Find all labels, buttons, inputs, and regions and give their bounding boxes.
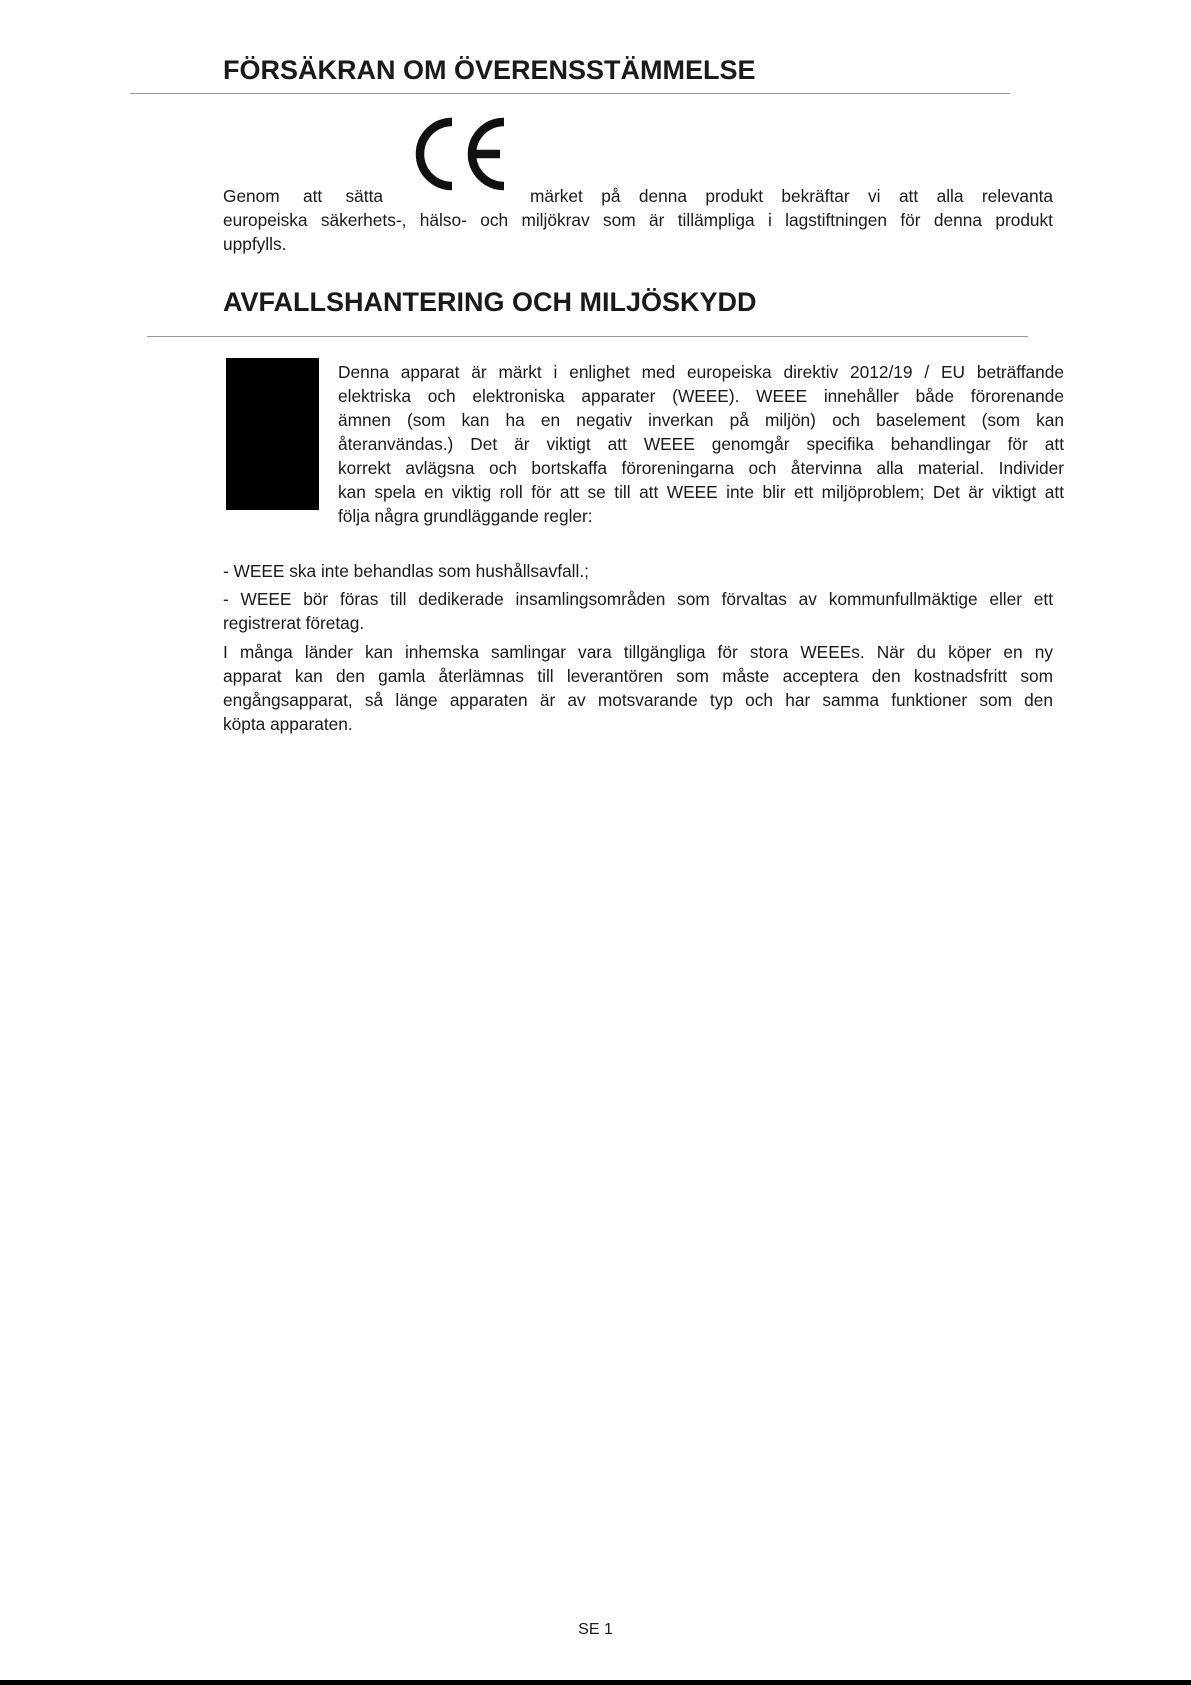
ce-lead-words	[223, 184, 383, 208]
paragraph-line: apparat kan den gamla återlämnas till leverantören som måste acceptera den kostnadsfritt som	[223, 666, 1053, 686]
declaration-heading: FÖRSÄKRAN OM ÖVERENSSTÄMMELSE	[223, 55, 756, 85]
ce-first-line-text: märket på denna produkt bekräftar vi att alla relevanta	[530, 186, 1053, 206]
word: Genom	[223, 186, 280, 206]
list-item	[223, 587, 1053, 635]
paragraph-line: Denna apparat är märkt i enlighet med europeiska direktiv 2012/19 / EU beträffande	[338, 362, 1064, 382]
paragraph-line: korrekt avlägsna och bortskaffa föroreningarna och återvinna alla material. Individer	[338, 458, 1064, 478]
weee-paragraph	[338, 360, 1064, 528]
weee-symbol-icon	[226, 358, 319, 510]
paragraph-line: elektriska och elektroniska apparater (WEEE). WEEE innehåller både förorenande	[338, 386, 1064, 406]
page-number: SE 1	[578, 1621, 613, 1638]
paragraph-line: I många länder kan inhemska samlingar vara tillgängliga för stora WEEEs. När du köper en ny	[223, 642, 1053, 662]
list-item-text: - WEEE ska inte behandlas som hushållsavfall.;	[223, 561, 589, 581]
ce-line: europeiska säkerhets-, hälso- och miljökrav som är tillämpliga i lagstiftningen för denna produkt	[223, 210, 1053, 230]
list-item-text: registrerat företag.	[223, 613, 365, 633]
ce-line: uppfylls.	[223, 234, 287, 254]
page-bottom-edge	[0, 1680, 1191, 1685]
paragraph-line: köpta apparaten.	[223, 714, 353, 734]
list-item-text: - WEEE bör föras till dedikerade insamlingsområden som förvaltas av kommunfullmäktige eller ett	[223, 589, 1053, 609]
collection-paragraph	[223, 640, 1053, 736]
list-item	[223, 559, 1053, 583]
paragraph-line: kan spela en viktig roll för att se till att WEEE inte blir ett miljöproblem; Det är viktigt att	[338, 482, 1064, 502]
ce-mark-icon	[408, 114, 510, 194]
paragraph-line: ämnen (som kan ha en negativ inverkan på miljön) och baselement (som kan	[338, 410, 1064, 430]
ce-declaration-paragraph	[223, 114, 1053, 254]
paragraph-line: engångsapparat, så länge apparaten är av motsvarande typ och har samma funktioner som den	[223, 690, 1053, 710]
heading-divider	[147, 336, 1028, 337]
ce-first-line	[223, 114, 1053, 210]
paragraph-line: följa några grundläggande regler:	[338, 506, 593, 526]
heading-divider	[130, 93, 1010, 94]
word: sätta	[345, 186, 383, 206]
disposal-rules-list	[223, 559, 1053, 639]
paragraph-line: återanvändas.) Det är viktigt att WEEE genomgår specifika behandlingar för att	[338, 434, 1064, 454]
ce-remaining-lines	[223, 208, 1053, 256]
disposal-heading: AVFALLSHANTERING OCH MILJÖSKYDD	[223, 287, 757, 317]
word: att	[302, 186, 323, 206]
